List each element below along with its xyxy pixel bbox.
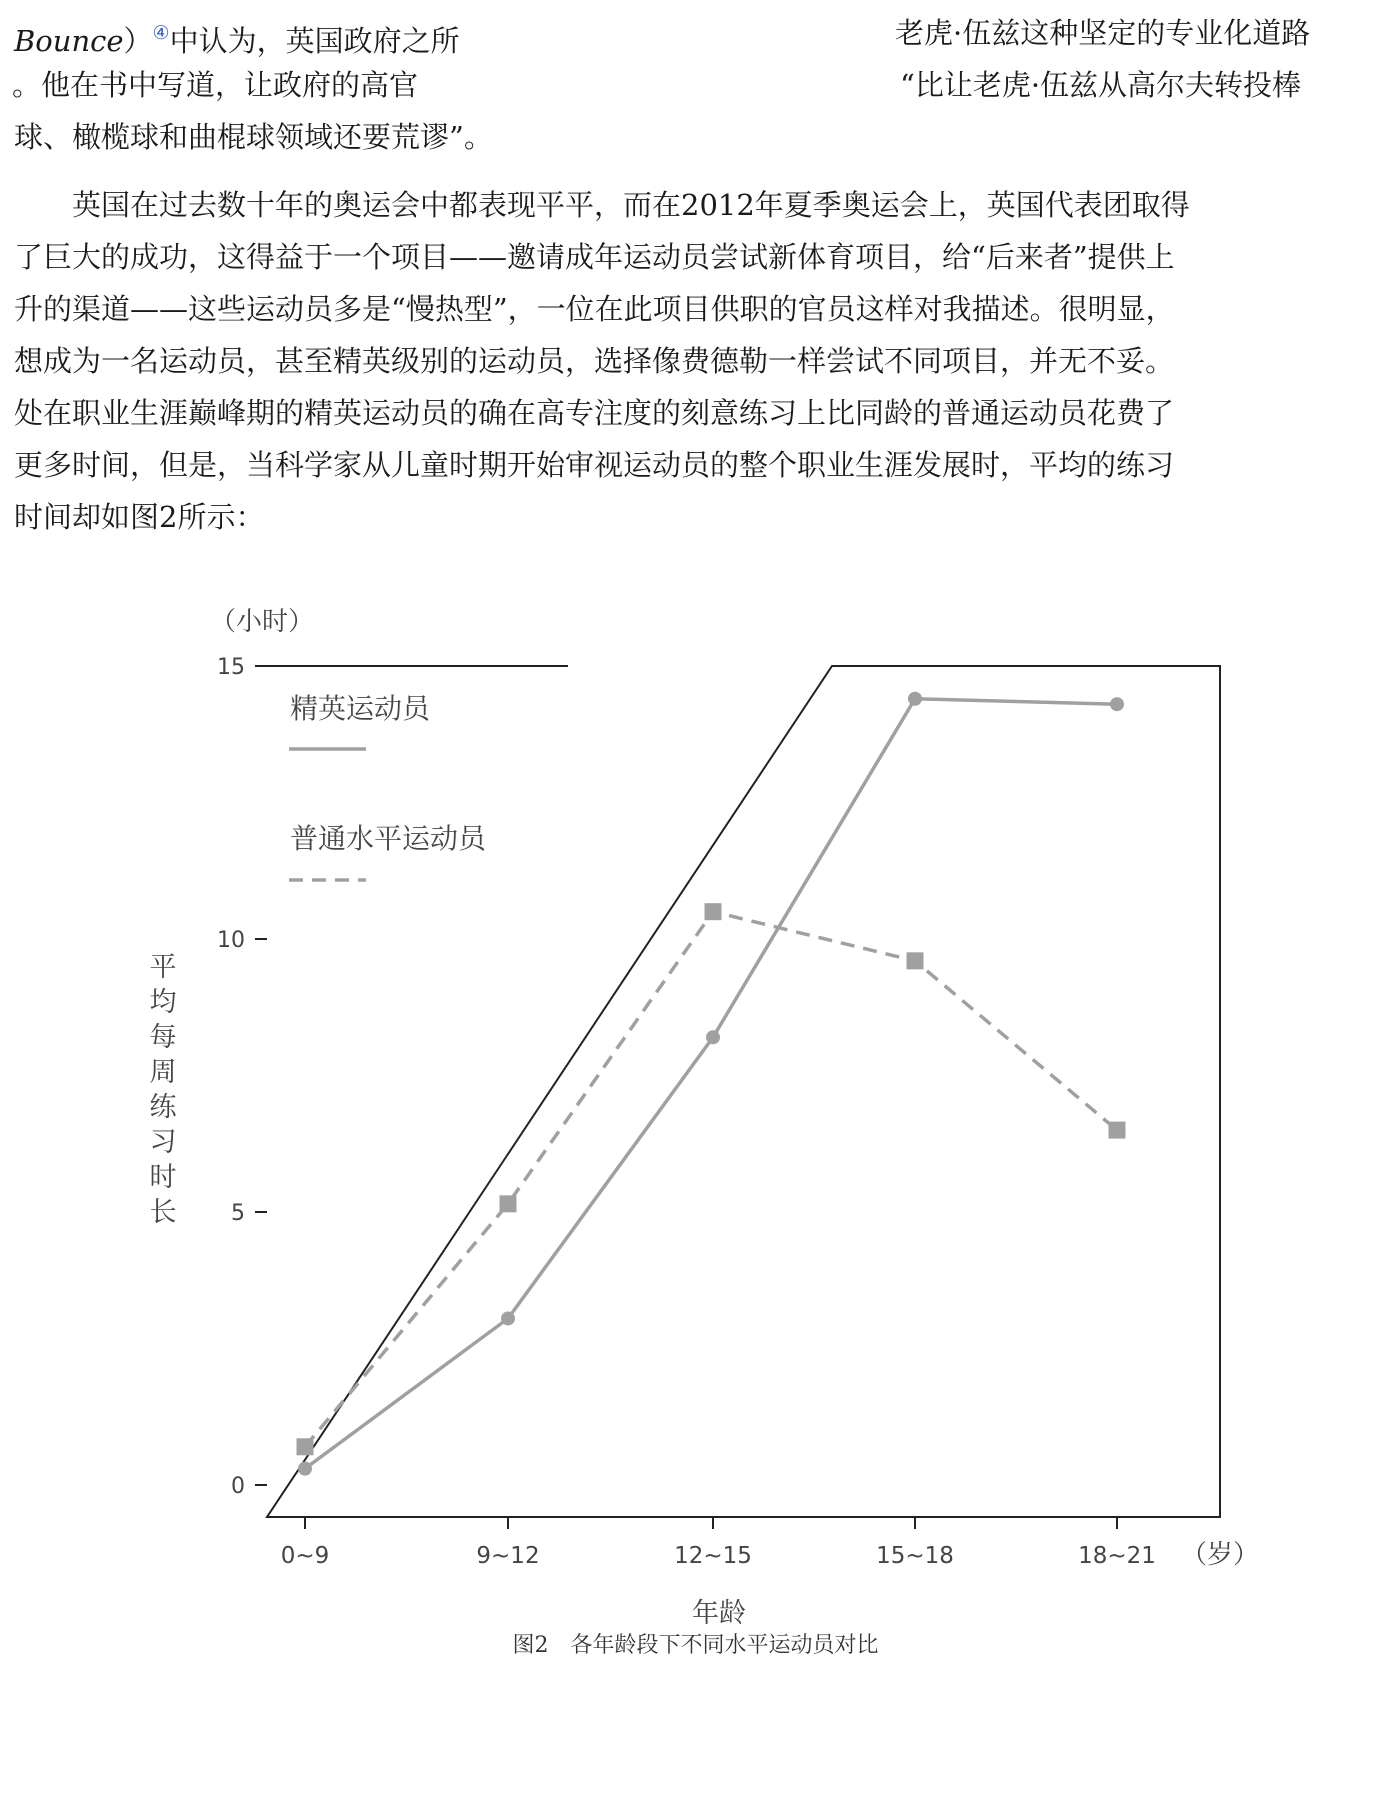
y-tick-label: 10 bbox=[217, 928, 245, 953]
y-tick-label: 5 bbox=[231, 1201, 245, 1226]
y-unit-label: （小时） bbox=[209, 607, 315, 637]
text-line-2-left: 。他在书中写道，让政府的高官 bbox=[12, 68, 419, 102]
data-point-ordinary bbox=[297, 1438, 314, 1455]
text-line-1-right: 老虎·伍兹这种坚定的专业化道路 bbox=[895, 16, 1311, 50]
para-line: 了巨大的成功，这得益于一个项目——邀请成年运动员尝试新体育项目，给“后来者”提供上 bbox=[14, 240, 1175, 274]
y-tick-label: 0 bbox=[231, 1474, 245, 1499]
footnote-ref-4[interactable]: ④ bbox=[152, 22, 170, 44]
data-point-ordinary bbox=[907, 952, 924, 969]
x-tick-label: 12~15 bbox=[674, 1543, 752, 1569]
para-line: 处在职业生涯巅峰期的精英运动员的确在高专注度的刻意练习上比同龄的普通运动员花费了 bbox=[14, 396, 1175, 430]
data-point-elite bbox=[298, 1462, 312, 1476]
text-line-1-rest: 中认为，英国政府之所 bbox=[169, 24, 460, 58]
para-line: 更多时间，但是，当科学家从儿童时期开始审视运动员的整个职业生涯发展时，平均的练习 bbox=[14, 448, 1175, 482]
data-point-ordinary bbox=[1109, 1122, 1126, 1139]
data-point-elite bbox=[1110, 697, 1124, 711]
x-tick-label: 9~12 bbox=[476, 1543, 540, 1569]
para-line: 升的渠道——这些运动员多是“慢热型”，一位在此项目供职的官员这样对我描述。很明显， bbox=[14, 292, 1175, 326]
legend-label-elite: 精英运动员 bbox=[290, 692, 431, 725]
x-unit-label: （岁） bbox=[1180, 1540, 1260, 1570]
para-line: 想成为一名运动员，甚至精英级别的运动员，选择像费德勒一样尝试不同项目，并无不妥。 bbox=[14, 344, 1175, 378]
x-tick-label: 15~18 bbox=[876, 1543, 954, 1569]
text-line-1 bbox=[14, 16, 460, 58]
data-point-elite bbox=[908, 692, 922, 706]
x-tick-label: 0~9 bbox=[280, 1543, 330, 1569]
data-point-elite bbox=[706, 1030, 720, 1044]
text-line-3: 球、橄榄球和曲棍球领域还要荒谬”。 bbox=[14, 120, 493, 154]
y-axis-title: 平均每周练习时长 bbox=[144, 952, 176, 1232]
figure-caption: 图2 各年龄段下不同水平运动员对比 bbox=[512, 1633, 879, 1658]
para-line: 时间却如图2所示： bbox=[14, 500, 265, 534]
x-tick-label: 18~21 bbox=[1078, 1543, 1156, 1569]
para-line: 英国在过去数十年的奥运会中都表现平平，而在2012年夏季奥运会上，英国代表团取得 bbox=[14, 188, 1190, 222]
data-point-ordinary bbox=[500, 1195, 517, 1212]
legend-label-ordinary: 普通水平运动员 bbox=[290, 822, 487, 855]
practice-hours-chart bbox=[0, 580, 1391, 1630]
series-line-ordinary bbox=[305, 912, 1117, 1447]
data-point-elite bbox=[501, 1311, 515, 1325]
x-axis-title: 年龄 bbox=[692, 1598, 746, 1629]
text-line-2-right: “比让老虎·伍兹从高尔夫转投棒 bbox=[900, 68, 1302, 102]
book-title: Bounce bbox=[14, 24, 124, 58]
series-line-elite bbox=[305, 699, 1117, 1469]
y-tick-label: 15 bbox=[217, 655, 245, 680]
data-point-ordinary bbox=[705, 903, 722, 920]
text-paren: ） bbox=[123, 24, 153, 58]
